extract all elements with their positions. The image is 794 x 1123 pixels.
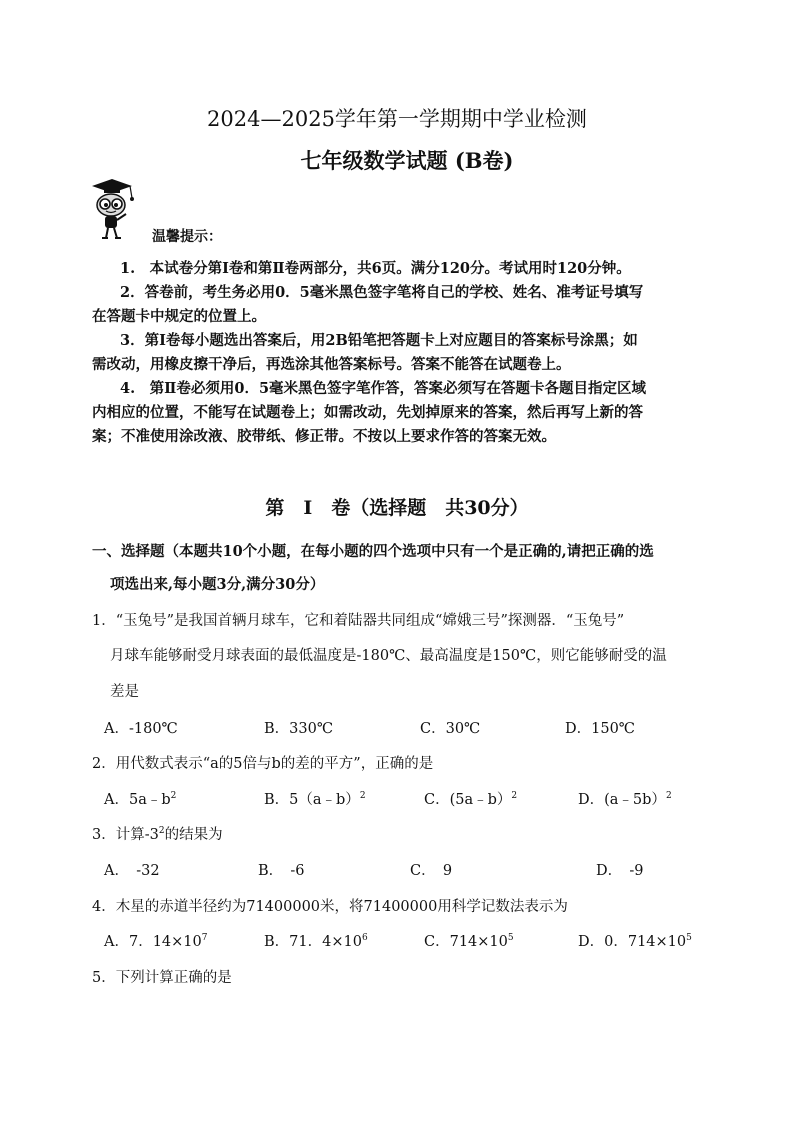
section-title: 第 Ⅰ 卷（选择题 共30分） [265,497,529,519]
question-3-option-d: D． -9 [596,863,644,879]
question-4-stem: 4．木星的赤道半径约为71400000米，将71400000用科学记数法表示为 [92,899,568,915]
question-3-stem: 3．计算$-3^2$的结果为 [92,826,223,843]
question-2-option-d: D．(a﹣5b）$^2$ [578,791,672,808]
part-heading: 一、选择题（本题共10个小题，在每小题的四个选项中只有一个是正确的,请把正确的选 [92,543,654,560]
question-4-option-c: C．$714\times 10^5$ [424,933,514,950]
question-4-option-d: D．0．$714\times 10^5$ [578,933,692,950]
graduate-mascot-icon [86,178,136,240]
notice-item-4: 4. 第Ⅱ卷必须用0．5毫米黑色签字笔作答，答案必须写在答题卡各题目指定区域 [120,380,647,397]
question-4-option-b: B．71．$4\times 10^6$ [264,933,368,950]
question-1-line-3: 差是 [110,684,139,700]
notice-item-2: 2．答卷前，考生务必用0．5毫米黑色签字笔将自己的学校、姓名、准考证号填写 [120,284,644,301]
question-2-stem: 2．用代数式表示“a的5倍与b的差的平方”，正确的是 [92,756,434,772]
question-3-option-c: C． 9 [410,863,453,879]
question-1-option-b: B．330℃ [264,721,334,737]
notice-heading: 温馨提示： [152,229,222,245]
notice-item-2-cont: 在答题卡中规定的位置上。 [92,308,266,325]
question-1-option-a: A．-180℃ [104,721,178,737]
question-3-option-a: A． -32 [104,863,160,879]
question-3-option-b: B． -6 [258,863,305,879]
question-1-line-2: 月球车能够耐受月球表面的最低温度是-180℃、最高温度是150℃，则它能够耐受的温 [110,648,667,664]
question-2-option-c: C．(5a﹣b）$^2$ [424,791,518,808]
notice-item-3-cont: 需改动，用橡皮擦干净后，再选涂其他答案标号。答案不能答在试题卷上。 [92,356,571,373]
notice-item-4-cont: 内相应的位置，不能写在试题卷上；如需改动，先划掉原来的答案，然后再写上新的答 [92,404,643,421]
question-4-option-a: A．7．$14\times 10^7$ [104,933,208,950]
question-1-option-d: D．150℃ [565,721,636,737]
notice-item-1: 1. 本试卷分第Ⅰ卷和第Ⅱ卷两部分，共6页。满分120分。考试用时120分钟。 [120,260,631,277]
question-2-option-a: A．$5a﹣b^2$ [104,791,177,808]
notice-item-3: 3．第Ⅰ卷每小题选出答案后，用2B铅笔把答题卡上对应题目的答案标号涂黑；如 [120,332,638,349]
question-5-stem: 5．下列计算正确的是 [92,970,232,986]
exam-title: 2024—2025学年第一学期期中学业检测 [207,107,587,131]
question-2-option-b: B．5（a﹣b）$^2$ [264,791,366,808]
question-1-line-1: 1．“玉兔号”是我国首辆月球车，它和着陆器共同组成“嫦娥三号”探测器．“玉兔号” [92,613,625,629]
question-1-option-c: C．30℃ [420,721,481,737]
exam-subtitle: 七年级数学试题 (B卷) [300,148,514,173]
part-heading-cont: 项选出来,每小题3分,满分30分） [110,576,325,593]
notice-item-4-cont2: 案；不准使用涂改液、胶带纸、修正带。不按以上要求作答的答案无效。 [92,428,556,445]
